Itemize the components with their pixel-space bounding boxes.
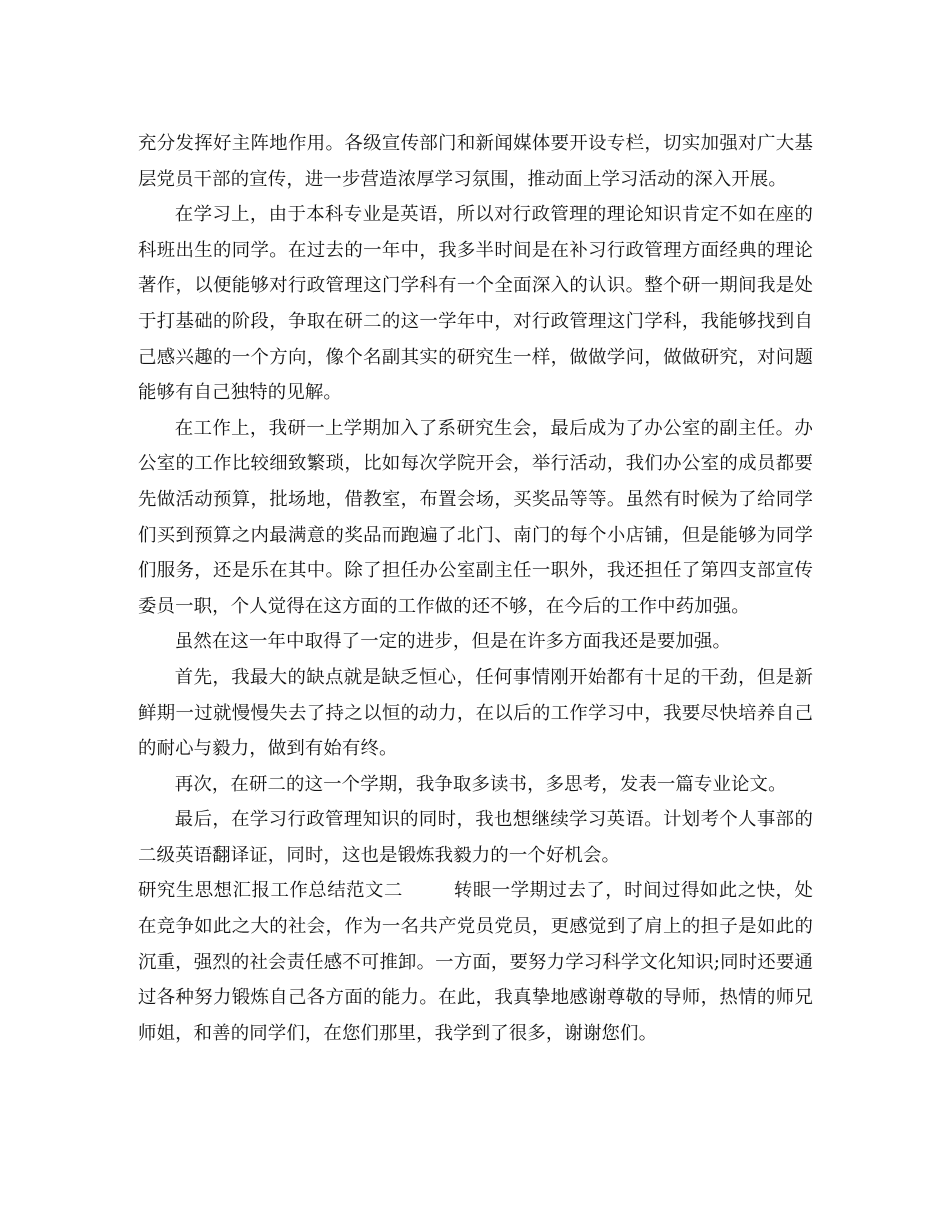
paragraph-last: 最后，在学习行政管理知识的同时，我也想继续学习英语。计划考个人事部的二级英语翻译证，同时，这也是锻炼我毅力的一个好机会。 [138, 809, 813, 866]
section-body: 转眼一学期过去了，时间过得如此之快，处在竞争如此之大的社会，作为一名共产党员党员，更感觉到了肩上的担子是如此的沉重，强烈的社会责任感不可推卸。一方面，要努力学习科学文化知识;同时还要通过各种努力锻炼自己各方面的能力。在此，我真挚地感谢尊敬的导师，热情的师兄师姐，和善的同学们，在您们那里，我学到了很多，谢谢您们。 [138, 880, 814, 1044]
paragraph-first: 首先，我最大的缺点就是缺乏恒心，任何事情刚开始都有十足的干劲，但是新鲜期一过就慢慢失去了持之以恒的动力，在以后的工作学习中，我要尽快培养自己的耐心与毅力，做到有始有终。 [138, 666, 813, 760]
section-two [138, 873, 813, 1051]
paragraph-continuation: 充分发挥好主阵地作用。各级宣传部门和新闻媒体要开设专栏，切实加强对广大基层党员干部的宣传，进一步营造浓厚学习氛围，推动面上学习活动的深入开展。 [138, 133, 813, 190]
paragraph-work: 在工作上，我研一上学期加入了系研究生会，最后成为了办公室的副主任。办公室的工作比较细致繁琐，比如每次学院开会，举行活动，我们办公室的成员都要先做活动预算，批场地，借教室，布置会场，买奖品等等。虽然有时候为了给同学们买到预算之内最满意的奖品而跑遍了北门、南门的每个小店铺，但是能够为同学们服务，还是乐在其中。除了担任办公室副主任一职外，我还担任了第四支部宣传委员一职，个人觉得在这方面的工作做的还不够，在今后的工作中药加强。 [138, 417, 813, 617]
section-title: 研究生思想汇报工作总结范文二 [138, 880, 403, 902]
paragraph-progress: 虽然在这一年中取得了一定的进步，但是在许多方面我还是要加强。 [174, 631, 732, 653]
paragraph-study: 在学习上，由于本科专业是英语，所以对行政管理的理论知识肯定不如在座的科班出生的同学。在过去的一年中，我多半时间是在补习行政管理方面经典的理论著作，以便能够对行政管理这门学科有一个全面深入的认识。整个研一期间我是处于打基础的阶段，争取在研二的这一学年中，对行政管理这门学科，我能够找到自己感兴趣的一个方向，像个名副其实的研究生一样，做做学问，做做研究，对问题能够有自己独特的见解。 [138, 204, 813, 404]
document-body [138, 126, 813, 1051]
section-gap [403, 880, 454, 901]
paragraph-second: 再次，在研二的这一个学期，我争取多读书，多思考，发表一篇专业论文。 [174, 773, 787, 795]
